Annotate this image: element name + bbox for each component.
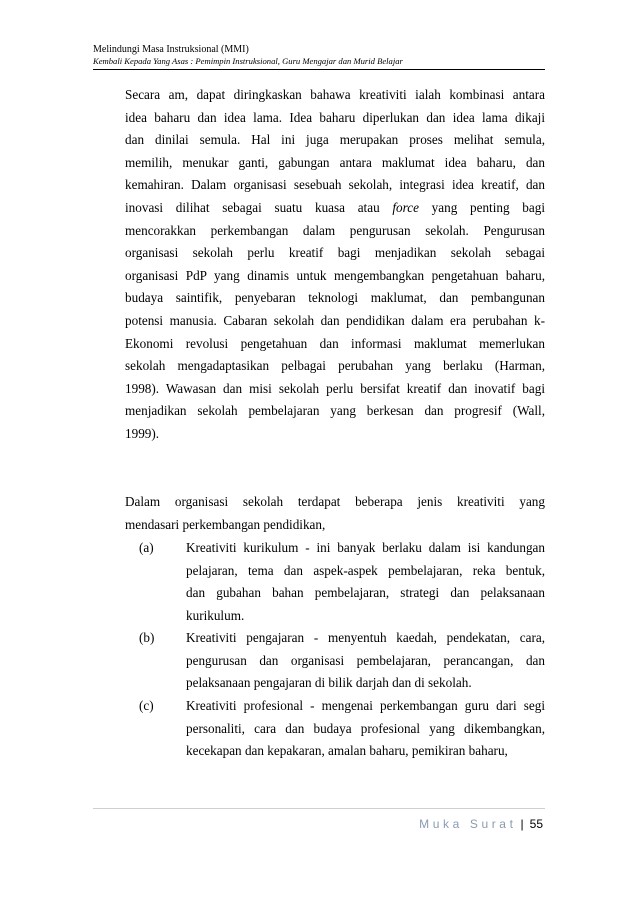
text-line: Dalam organisasi sekolah terdapat beberapa jenis kreativiti yang [125,494,545,509]
header-title: Melindungi Masa Instruksional (MMI) [93,44,249,55]
text-line: mencorakkan perkembangan dalam pengurusan sekolah. Pengurusan [125,222,545,238]
text-line: memilih, menukar ganti, gabungan antara maklumat idea baharu, dan [125,154,545,170]
text-line: organisasi sekolah perlu kreatif bagi menjadikan sekolah sebagai [125,245,545,261]
list-item-label: (c) [139,698,154,713]
footer-rule [93,808,545,809]
page-number: 55 [529,817,543,831]
text-line: inovasi dilihat sebagai suatu kuasa atau force yang penting bagi [125,199,545,215]
text-line: pengurusan dan organisasi pembelajaran, perancangan, dan [186,652,545,668]
text-line: personaliti, cara dan budaya profesional yang dikembangkan, [186,720,545,736]
text-line: potensi manusia. Cabaran sekolah dan pendidikan dalam era perubahan k- [125,312,545,328]
page-footer [419,817,543,831]
text-line: dan dinilai semula. Hal ini juga merupakan proses melihat semula, [125,132,545,148]
text-line: pelaksanaan pengajaran di bilik darjah dan di sekolah. [186,675,472,691]
list-item-label: (a) [139,540,154,555]
header-subtitle: Kembali Kepada Yang Asas : Pemimpin Instruksional, Guru Mengajar dan Murid Belajar [93,56,403,66]
text-line: Kreativiti kurikulum - ini banyak berlaku dalam isi kandungan [186,540,545,555]
text-line: Kreativiti profesional - mengenai perkembangan guru dari segi [186,698,545,713]
text-line: 1998). Wawasan dan misi sekolah perlu bersifat kreatif dan inovatif bagi [125,380,545,396]
text-line: mendasari perkembangan pendidikan, [125,516,326,532]
text-line: kurikulum. [186,607,245,623]
list-item-text [186,695,545,763]
emphasis: force [392,199,419,215]
text-line: dan gubahan bahan pembelajaran, strategi dan pelaksanaan [186,585,545,601]
paragraph-creativity-definition [125,84,545,446]
footer-label: Muka Surat [419,817,517,831]
header-rule [93,69,545,70]
text-line: sekolah mengadaptasikan pelbagai perubahan yang berlaku (Harman, [125,358,545,374]
footer-separator: | [520,817,524,831]
text-line: Ekonomi revolusi pengetahuan dan informasi maklumat memerlukan [125,335,545,351]
text-line: kemahiran. Dalam organisasi sesebuah sekolah, integrasi idea kreatif, dan [125,177,545,193]
text-line: menjadikan sekolah pembelajaran yang berkesan dan progresif (Wall, [125,403,545,419]
list-item-text [186,627,545,695]
text-line: budaya saintifik, penyebaran teknologi maklumat, dan pembangunan [125,290,545,306]
running-header [93,44,545,67]
text-line: Kreativiti pengajaran - menyentuh kaedah, pendekatan, cara, [186,630,545,645]
text-line: Secara am, dapat diringkaskan bahawa kreativiti ialah kombinasi antara [125,87,545,102]
text-line: idea baharu dan idea lama. Idea baharu diperlukan dan idea lama dikaji [125,109,545,125]
text-line: organisasi PdP yang dinamis untuk mengembangkan pengetahuan baharu, [125,267,545,283]
paragraph-types-intro [125,491,545,536]
text-line: pelajaran, tema dan aspek-aspek pembelajaran, reka bentuk, [186,562,545,578]
text-line: kecekapan dan kepakaran, amalan baharu, pemikiran baharu, [186,743,508,759]
list-item-text [186,537,545,627]
list-item-label: (b) [139,630,155,645]
text-line: 1999). [125,425,160,441]
